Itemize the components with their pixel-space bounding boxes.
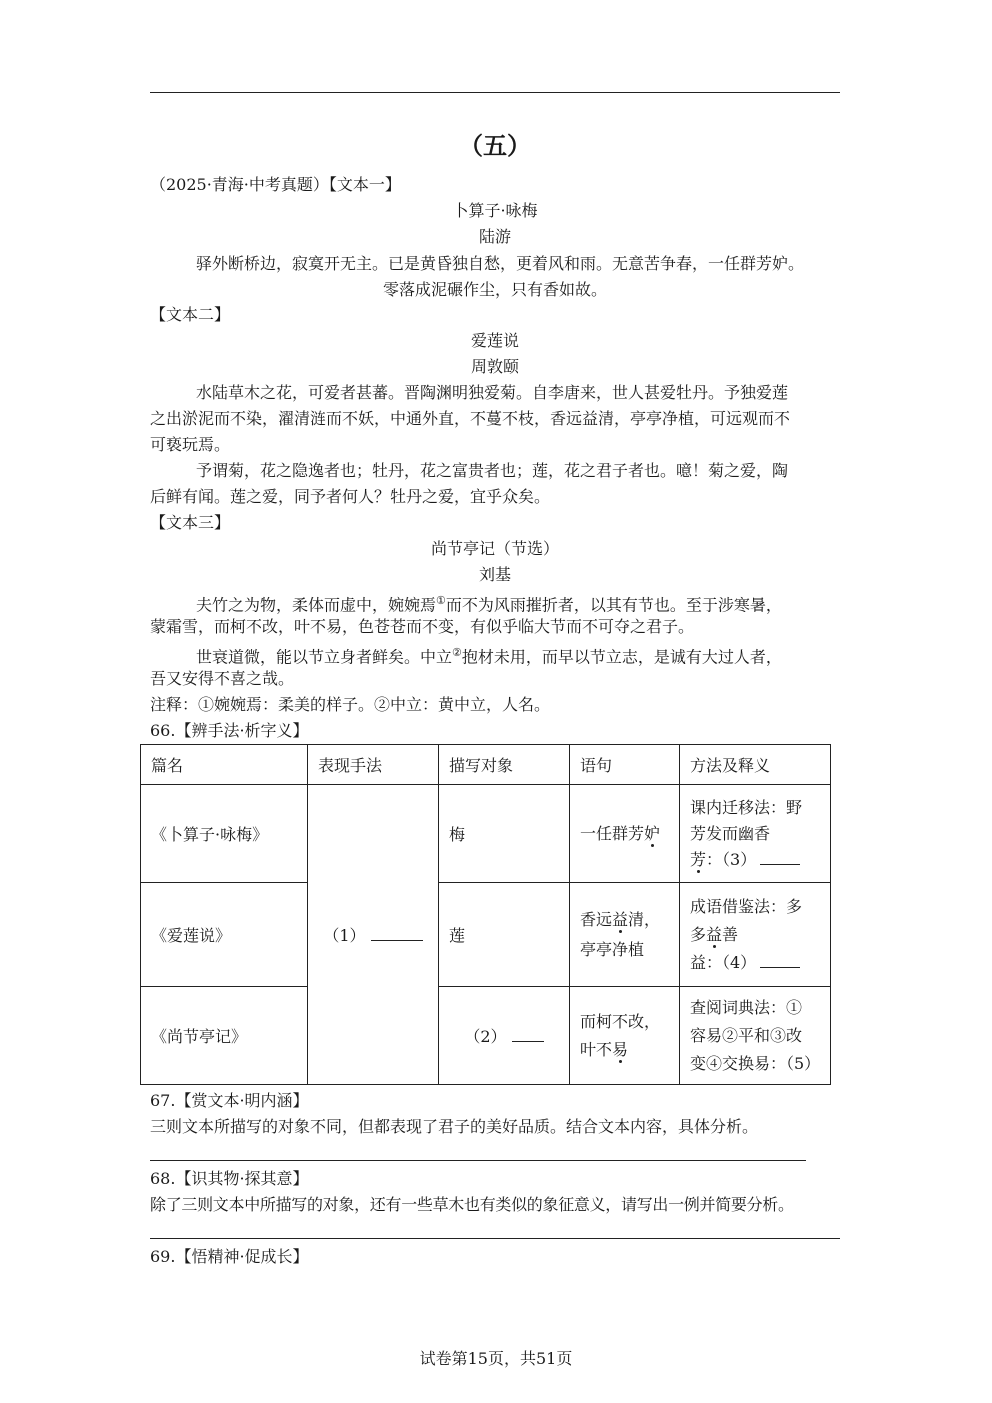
sentence-text: 一任群芳: [580, 823, 645, 843]
text1-title: 卜算子·咏梅: [452, 201, 538, 220]
method-line: [690, 921, 820, 949]
method-line: 课内迁移法：野: [690, 797, 803, 817]
method-cell: [680, 987, 831, 1085]
q69-label: 69.【悟精神·促成长】: [150, 1247, 309, 1266]
method-cell: [680, 785, 831, 883]
method-cell: [680, 883, 831, 987]
blank-1-label: （1）: [323, 926, 366, 945]
answer-line[interactable]: [150, 1160, 806, 1161]
header-rule: [150, 92, 840, 93]
text3-line: [196, 642, 782, 668]
text1-line: 驿外断桥边，寂寞开无主。已是黄昏独自愁，更着风和雨。无意苦争春，一任群芳妒。: [196, 254, 805, 273]
poem-name-cell: 《卜算子·咏梅》: [141, 785, 308, 883]
annotation-note: 注释：①婉婉焉：柔美的样子。②中立：黄中立，人名。: [150, 695, 551, 714]
sentence-line: 而柯不改，: [580, 1011, 661, 1031]
sentence-line: [580, 1036, 669, 1064]
text3-line: [196, 590, 782, 616]
blank-4-label: 益：（4）: [690, 952, 757, 972]
page-footer: 试卷第15页，共51页: [419, 1349, 573, 1368]
text1-author: 陆游: [478, 227, 511, 246]
footnote-marker: ①: [436, 594, 446, 607]
text2-line: 后鲜有闻。莲之爱，同予者何人？牡丹之爱，宜乎众矣。: [150, 487, 551, 506]
text3-author: 刘基: [478, 565, 511, 584]
key-character: 妒: [644, 823, 661, 843]
text3-line: 吾又安得不喜之哉。: [150, 669, 295, 688]
text2-title: 爱莲说: [470, 331, 519, 350]
method-text: 善: [722, 924, 739, 944]
sentence-cell: [570, 987, 680, 1085]
sentence-text: 清，: [628, 909, 661, 929]
text2-line: 水陆草木之花，可爱者甚蕃。晋陶渊明独爱菊。自李唐来，世人甚爱牡丹。予独爱莲: [196, 383, 789, 402]
text3-label: 【文本三】: [150, 513, 231, 532]
table-header-cell: 篇名: [141, 745, 308, 785]
blank-3-label: ：（3）: [706, 849, 757, 869]
text3-p2-b: 抱材未用，而早以节立志，是诚有大过人者，: [461, 647, 782, 667]
text2-label: 【文本二】: [150, 305, 231, 324]
method-line: 查阅词典法：①: [690, 997, 803, 1017]
text2-line: 可亵玩焉。: [150, 435, 231, 454]
technique-cell: [308, 785, 439, 1085]
poem-name-cell: 《尚节亭记》: [141, 987, 308, 1085]
blank-2-label: （2）: [464, 1027, 507, 1046]
table-header-cell: 描写对象: [439, 745, 570, 785]
q68-prompt: 除了三则文本中所描写的对象，还有一些草木也有类似的象征意义，请写出一例并简要分析。: [150, 1195, 794, 1214]
sentence-cell: [570, 883, 680, 987]
method-line: [690, 949, 820, 977]
text2-line: 予谓菊，花之隐逸者也；牡丹，花之富贵者也；莲，花之君子者也。噫！菊之爱，陶: [196, 461, 789, 480]
sentence-text: 叶不: [580, 1039, 613, 1059]
text2-line: 之出淤泥而不染，濯清涟而不妖，中通外直，不蔓不枝，香远益清，亭亭净植，可远观而不: [150, 409, 791, 428]
answer-blank-2[interactable]: [512, 1025, 544, 1042]
poem-name-cell: 《爱莲说》: [141, 883, 308, 987]
table-header-row: [141, 745, 831, 785]
table-header-cell: 语句: [570, 745, 680, 785]
sentence-line: [580, 905, 669, 935]
object-cell: 梅: [439, 785, 570, 883]
table-row: [141, 785, 831, 883]
q67-label: 67.【赏文本·明内涵】: [150, 1091, 309, 1110]
text3-p1-b: 而不为风雨摧折者，以其有节也。至于涉寒暑，: [445, 595, 782, 615]
method-line: [690, 847, 820, 873]
key-character: 易: [612, 1039, 629, 1059]
q66-label: 66.【辨手法·析字义】: [150, 721, 309, 740]
method-line: 成语借鉴法：多: [690, 896, 803, 916]
answer-blank-1[interactable]: [371, 924, 423, 941]
text3-p1-a: 夫竹之为物，柔体而虚中，婉婉焉: [196, 595, 437, 615]
text3-p2-a: 世衰道微，能以节立身者鲜矣。中立: [196, 647, 453, 667]
key-character: 益: [612, 909, 629, 929]
footnote-marker: ②: [452, 646, 462, 659]
text2-author: 周敦颐: [470, 357, 519, 376]
answer-line[interactable]: [150, 1238, 840, 1239]
object-cell: 莲: [439, 883, 570, 987]
table-row: [141, 987, 831, 1085]
object-cell: [439, 987, 570, 1085]
method-line: 变④交换易：（5）: [690, 1053, 821, 1073]
method-line: 容易②平和③改: [690, 1025, 803, 1045]
section-title: （五）: [459, 131, 531, 160]
text3-title: 尚节亭记（节选）: [430, 539, 559, 558]
text3-line: 蒙霜雪，而柯不改，叶不易，色苍苍而不变，有似乎临大节而不可夺之君子。: [150, 617, 695, 636]
answer-blank-4[interactable]: [760, 951, 800, 968]
sentence-text: 香远: [580, 909, 613, 929]
sentence-line: 亭亭净植: [580, 939, 645, 959]
analysis-table: [140, 744, 831, 1085]
text1-line: 零落成泥碾作尘，只有香如故。: [382, 280, 607, 299]
q67-prompt: 三则文本所描写的对象不同，但都表现了君子的美好品质。结合文本内容，具体分析。: [150, 1117, 759, 1136]
method-line: 芳发而幽香: [690, 823, 771, 843]
method-text: 多: [690, 924, 707, 944]
source-line: （2025·青海·中考真题）【文本一】: [150, 175, 401, 194]
answer-blank-3[interactable]: [760, 848, 800, 865]
table-header-cell: 方法及释义: [680, 745, 831, 785]
key-character: 益: [706, 924, 723, 944]
q68-label: 68.【识其物·探其意】: [150, 1169, 309, 1188]
sentence-cell: [570, 785, 680, 883]
table-header-cell: 表现手法: [308, 745, 439, 785]
key-character: 芳: [690, 849, 707, 869]
table-row: [141, 883, 831, 987]
